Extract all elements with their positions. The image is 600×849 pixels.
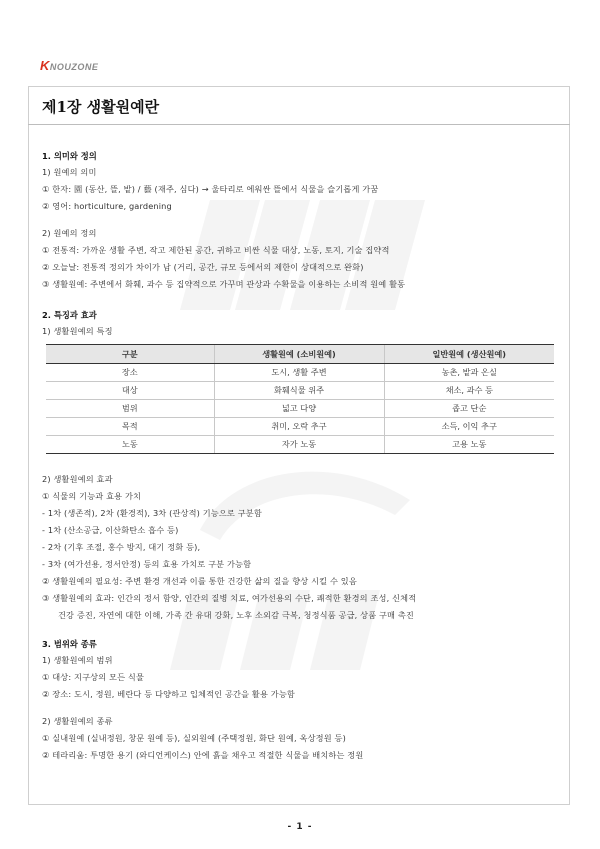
page-number: - 1 - xyxy=(287,822,313,832)
features-table xyxy=(46,344,554,454)
table-row xyxy=(46,436,554,454)
section-1-line-1: ① 한자: 園 (동산, 뜰, 밭) / 藝 (재주, 심다) → 울타리로 에워싼 뜰에서 식물을 슬기롭게 가꿈 xyxy=(42,184,379,194)
section-2-sub-2: 2) 생활원예의 효과 xyxy=(42,474,113,484)
page-title: 제1장 생활원예란 xyxy=(42,98,160,116)
section-3-sub-1: 1) 생활원예의 범위 xyxy=(42,655,113,665)
table-header-cell: 구분 xyxy=(46,345,214,364)
logo-k: K xyxy=(40,58,50,73)
table-cell: 소득, 이익 추구 xyxy=(384,418,554,436)
section-1-sub-2: 2) 원예의 정의 xyxy=(42,228,97,238)
table-cell: 좁고 단순 xyxy=(384,400,554,418)
table-cell: 넓고 다양 xyxy=(214,400,384,418)
table-cell: 채소, 과수 등 xyxy=(384,382,554,400)
section-3-heading: 3. 범위와 종류 xyxy=(42,639,97,649)
logo-rest: NOUZONE xyxy=(49,62,99,72)
section-3-line-1: ① 대상: 지구상의 모든 식물 xyxy=(42,672,145,682)
table-row xyxy=(46,382,554,400)
section-2-heading: 2. 특징과 효과 xyxy=(42,310,97,320)
table-cell: 대상 xyxy=(46,382,214,400)
table-cell: 자가 노동 xyxy=(214,436,384,454)
section-1-line-2: ② 영어: horticulture, gardening xyxy=(42,201,172,211)
table-header-cell: 일반원예 (생산원예) xyxy=(384,345,554,364)
table-cell: 목적 xyxy=(46,418,214,436)
section-2-line-3: - 1차 (산소공급, 이산화탄소 흡수 등) xyxy=(42,525,179,535)
section-2-line-8: 건강 증진, 자연에 대한 이해, 가족 간 유대 강화, 노후 소외감 극복, 청정식품 공급, 상품 구매 촉진 xyxy=(58,610,414,620)
section-1-line-5: ③ 생활원예: 주변에서 화훼, 과수 등 집약적으로 가꾸며 관상과 수확물을 이용하는 소비적 원예 활동 xyxy=(42,279,406,289)
table-cell: 취미, 오락 추구 xyxy=(214,418,384,436)
table-header-row xyxy=(46,345,554,364)
section-2-line-2: - 1차 (생존적), 2차 (환경적), 3차 (관상적) 기능으로 구분함 xyxy=(42,508,262,518)
section-1-sub-1: 1) 원예의 의미 xyxy=(42,167,97,177)
section-2-sub-1: 1) 생활원예의 특징 xyxy=(42,326,113,336)
section-2-line-6: ② 생활원예의 필요성: 주변 환경 개선과 이를 통한 건강한 삶의 질을 향상 시킬 수 있음 xyxy=(42,576,357,586)
section-2-line-7: ③ 생활원예의 효과: 인간의 정서 함양, 인간의 질병 치료, 여가선용의 수단, 쾌적한 환경의 조성, 신체적 xyxy=(42,593,417,603)
title-divider xyxy=(28,124,570,125)
section-2-line-5: - 3차 (여가선용, 정서안정) 등의 효용 가치로 구분 가능함 xyxy=(42,559,252,569)
table-row xyxy=(46,364,554,382)
knouzone-logo xyxy=(40,58,98,72)
table-cell: 도시, 생활 주변 xyxy=(214,364,384,382)
section-1-line-3: ① 전통적: 가까운 생활 주변, 작고 제한된 공간, 귀하고 비싼 식물 대상, 노동, 토지, 기술 집약적 xyxy=(42,245,390,255)
table-cell: 화훼식물 위주 xyxy=(214,382,384,400)
table-cell: 농촌, 밭과 온실 xyxy=(384,364,554,382)
section-1-line-4: ② 오늘날: 전통적 정의가 차이가 남 (거리, 공간, 규모 등에서의 제한이 상대적으로 완화) xyxy=(42,262,364,272)
section-1-heading: 1. 의미와 정의 xyxy=(42,151,97,161)
section-3-line-2: ② 장소: 도시, 정원, 베란다 등 다양하고 입체적인 공간을 활용 가능함 xyxy=(42,689,295,699)
table-cell: 노동 xyxy=(46,436,214,454)
section-3-line-3: ① 실내원예 (실내정원, 창문 원예 등), 실외원예 (주택정원, 화단 원예, 옥상정원 등) xyxy=(42,733,346,743)
table-row xyxy=(46,418,554,436)
section-2-line-1: ① 식물의 기능과 효용 가치 xyxy=(42,491,142,501)
table-cell: 장소 xyxy=(46,364,214,382)
section-3-sub-2: 2) 생활원예의 종류 xyxy=(42,716,113,726)
page-bottom-rule xyxy=(28,804,570,805)
table-cell: 고용 노동 xyxy=(384,436,554,454)
section-2-line-4: - 2차 (기후 조절, 홍수 방지, 대기 정화 등), xyxy=(42,542,201,552)
table-cell: 범위 xyxy=(46,400,214,418)
table-row xyxy=(46,400,554,418)
table-header-cell: 생활원예 (소비원예) xyxy=(214,345,384,364)
section-3-line-4: ② 테라리움: 투명한 용기 (와디언케이스) 안에 흙을 채우고 적절한 식물을 배치하는 정원 xyxy=(42,750,364,760)
